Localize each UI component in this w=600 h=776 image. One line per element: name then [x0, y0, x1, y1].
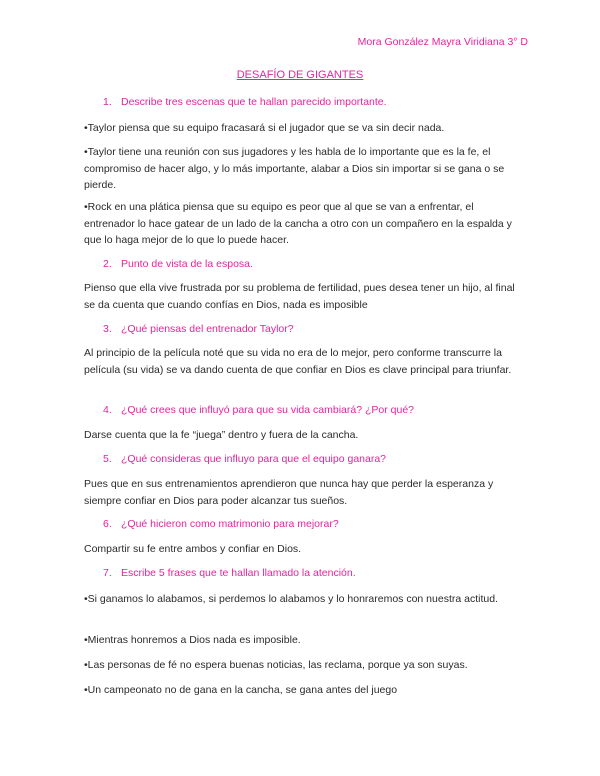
- answer-paragraph: •Rock en una plática piensa que su equipo es peor que al que se van a enfrentar, el entrenador lo hace gatear de un lado de la cancha a otro con un compañero en la espalda y que lo haga mejor de lo que lo puede hacer.: [84, 201, 512, 246]
- document-title: DESAFÍO DE GIGANTES: [236, 69, 364, 81]
- answer-paragraph: Compartir su fe entre ambos y confiar en Dios.: [84, 543, 302, 555]
- question-3: [103, 323, 294, 335]
- question-number: 2.: [103, 258, 112, 270]
- answer-paragraph: Pienso que ella vive frustrada por su problema de fertilidad, pues desea tener un hijo, al final se da cuenta que cuando confías en Dios, nada es imposible: [84, 282, 515, 311]
- question-text: Describe tres escenas que te hallan parecido importante.: [121, 96, 387, 108]
- answer-paragraph: •Un campeonato no de gana en la cancha, se gana antes del juego: [84, 684, 398, 696]
- question-text: Escribe 5 frases que te hallan llamado la atención.: [121, 567, 356, 579]
- question-4: [103, 404, 414, 416]
- question-number: 7.: [103, 567, 112, 579]
- question-number: 3.: [103, 323, 112, 335]
- question-text: ¿Qué consideras que influyo para que el equipo ganara?: [121, 453, 387, 465]
- question-text: ¿Qué hicieron como matrimonio para mejorar?: [121, 518, 339, 530]
- question-2: [103, 258, 253, 270]
- question-5: [103, 453, 386, 465]
- question-1: [103, 96, 387, 108]
- author-header: Mora González Mayra Viridiana 3° D: [357, 36, 528, 48]
- question-7: [103, 567, 356, 579]
- question-number: 6.: [103, 518, 112, 530]
- question-text: ¿Qué crees que influyó para que su vida cambiará? ¿Por qué?: [121, 404, 415, 416]
- question-text: Punto de vista de la esposa.: [121, 258, 253, 270]
- answer-paragraph: Al principio de la película noté que su vida no era de lo mejor, pero conforme transcurre la película (su vida) se va dando cuenta de que confiar en Dios es clave principal para triunfar.: [84, 347, 512, 376]
- question-text: ¿Qué piensas del entrenador Taylor?: [121, 323, 294, 335]
- question-number: 4.: [103, 404, 112, 416]
- answer-paragraph: •Mientras honremos a Dios nada es imposible.: [84, 634, 301, 646]
- question-number: 5.: [103, 453, 112, 465]
- answer-paragraph: Darse cuenta que la fe “juega” dentro y fuera de la cancha.: [84, 429, 359, 441]
- question-6: [103, 518, 339, 530]
- answer-paragraph: •Taylor tiene una reunión con sus jugadores y les habla de lo importante que es la fe, el compromiso de hacer algo, y lo más importante, alabar a Dios sin importar si se gana o se pierde.: [84, 146, 505, 191]
- question-number: 1.: [103, 96, 112, 108]
- answer-paragraph: •Taylor piensa que su equipo fracasará si el jugador que se va sin decir nada.: [84, 122, 445, 134]
- answer-paragraph: •Las personas de fé no espera buenas noticias, las reclama, porque ya son suyas.: [84, 659, 468, 671]
- answer-paragraph: Pues que en sus entrenamientos aprendieron que nunca hay que perder la esperanza y siempre confiar en Dios para poder alcanzar tus sueños.: [84, 478, 494, 507]
- answer-paragraph: •Si ganamos lo alabamos, si perdemos lo alabamos y lo honraremos con nuestra actitud.: [84, 593, 498, 605]
